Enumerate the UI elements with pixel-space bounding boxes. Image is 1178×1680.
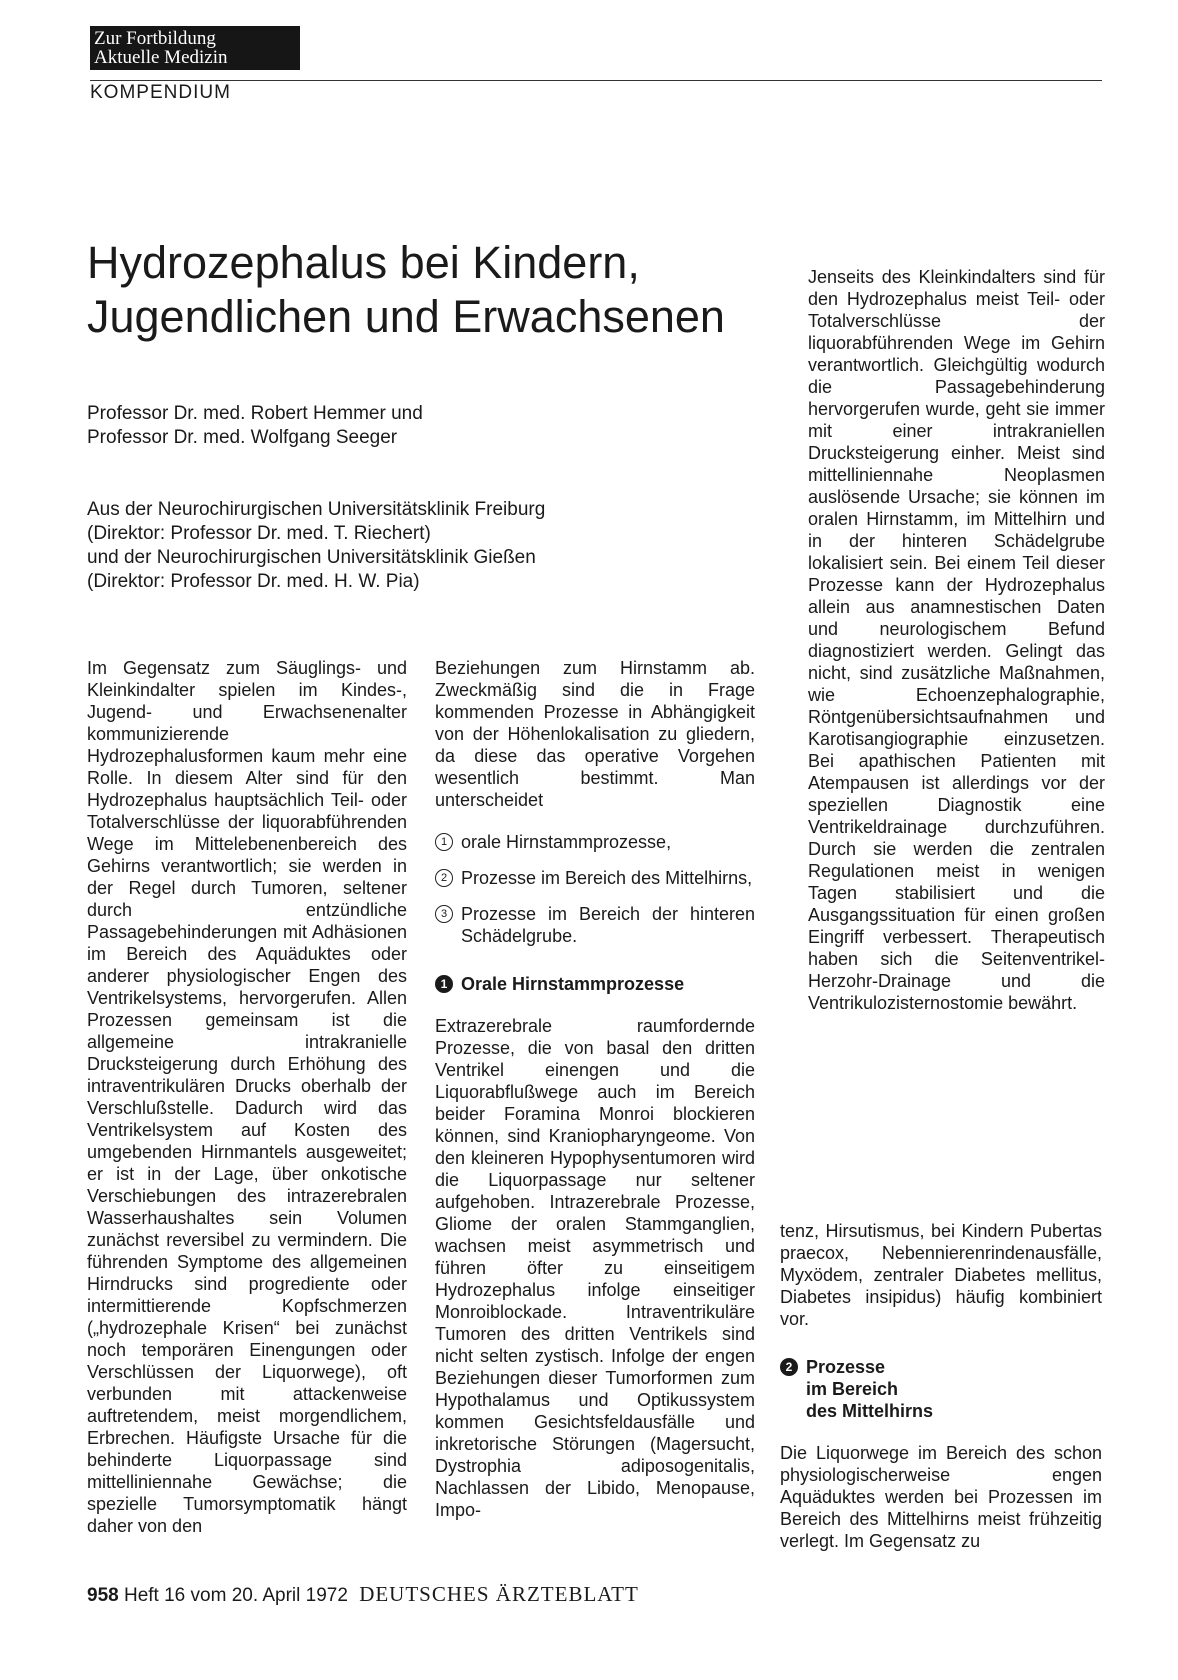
page-number: 958 (87, 1585, 119, 1606)
title-line-1: Hydrozephalus bei Kindern, (87, 237, 640, 288)
subheading-line-3: des Mittelhirns (806, 1401, 934, 1421)
list-item (435, 903, 755, 947)
section-number-badge: 2 (780, 1358, 798, 1376)
list-item (435, 867, 755, 889)
author-2: Professor Dr. med. Wolfgang Seeger (87, 427, 398, 448)
column-3-body: Die Liquorwege im Bereich des schon physiologischerweise engen Aquäduktes werden bei Prozessen im Bereich des Mittelhirns meist frühzeitig verlegt. Im Gegensatz zu (780, 1443, 1102, 1551)
rubric-line-1: Zur Fortbildung (94, 28, 216, 49)
column-2 (435, 657, 755, 1521)
subheading-oral (435, 973, 755, 995)
list-item-text: Prozesse im Bereich der hinteren Schädelgrube. (461, 904, 755, 946)
page-footer (87, 1582, 639, 1607)
rubric-line-2: Aktuelle Medizin (94, 47, 228, 68)
column-3-upper (808, 266, 1105, 1014)
title-line-2: Jugendlichen und Erwachsenen (87, 291, 725, 342)
affiliation-line-4: (Direktor: Professor Dr. med. H. W. Pia) (87, 571, 420, 592)
column-2-body: Extrazerebrale raumfordernde Prozesse, die von basal den dritten Ventrikel einengen und die Liquorabflußwege auch im Bereich beider Foramina Monroi blockieren können, sind Kraniopharyngeome. Von den kleineren Hypophysentumoren wird die Liquorpassage nur seltener aufgehoben. Intrazerebrale Prozesse, Gliome der oralen Stammganglien, wachsen meist asymmetrisch und führen öfter zu einseitigem Hydrozephalus infolge einseitiger Monroiblockade. Intraventrikuläre Tumoren des dritten Ventrikels sind nicht selten zystisch. Infolge der engen Beziehungen dieser Tumorformen zum Hypothalamus und Optikussystem kommen Gesichtsfeldausfälle und inkretorische Störungen (Magersucht, Dystrophia adiposogenitalis, Nachlassen der Libido, Menopause, Impo- (435, 1016, 755, 1520)
rubric-box (90, 26, 300, 70)
affiliation-line-3: und der Neurochirurgischen Universitätsklinik Gießen (87, 547, 536, 568)
circled-number: 3 (435, 905, 453, 923)
header-divider (90, 80, 1102, 81)
subheading-text: Orale Hirnstammprozesse (461, 974, 685, 994)
circled-number: 1 (435, 833, 453, 851)
issue-info: Heft 16 vom 20. April 1972 (123, 1585, 348, 1606)
column-1-text: Im Gegensatz zum Säuglings- und Kleinkindalter spielen im Kindes-, Jugend- und Erwachsenenalter kommunizierende Hydrozephalusformen kaum mehr eine Rolle. In diesem Alter sind für den Hydrozephalus hauptsächlich Teil- oder Totalverschlüsse der liquorabführenden Wege im Mittelebenenbereich des Gehirns verantwortlich; sie werden in der Regel durch Tumoren, seltener durch entzündliche Passagebehinderungen mit Adhäsionen im Bereich des Aquäduktes oder anderer physiologischer Engen des Ventrikelsystems, hervorgerufen. Allen Prozessen gemeinsam ist die allgemeine intrakranielle Drucksteigerung durch Erhöhung des intraventrikulären Drucks oberhalb der Verschlußstelle. Dadurch wird das Ventrikelsystem auf Kosten des umgebenden Hirnmantels ausgeweitet; er ist in der Lage, über onkotische Verschiebungen des intrazerebralen Wasserhaushaltes sein Volumen zunächst reversibel zu vermindern. Die führenden Symptome des allgemeinen Hirndrucks sind progrediente oder intermittierende Kopfschmerzen („hydrozephale Krisen“ bei zunächst noch temporären Einengungen oder Verschlüssen der Liquorwege), oft verbunden mit attackenweise auftretendem, meist morgendlichem, Erbrechen. Häufigste Ursache für die behinderte Liquorpassage sind mittelliniennahe Gewächse; die spezielle Tumorsymptomatik hängt daher von den (87, 658, 407, 1536)
affiliation-line-1: Aus der Neurochirurgischen Universitätsklinik Freiburg (87, 499, 546, 520)
subheading-mittelhirn (780, 1356, 1102, 1422)
circled-number: 2 (435, 869, 453, 887)
journal-name: DEUTSCHES ÄRZTEBLATT (359, 1582, 639, 1606)
section-number-badge: 1 (435, 975, 453, 993)
column-3-lower (780, 1220, 1102, 1552)
author-1: Professor Dr. med. Robert Hemmer und (87, 403, 423, 424)
column-3-lower-text: tenz, Hirsutismus, bei Kindern Pubertas praecox, Nebennierenrindenausfälle, Myxödem, zentraler Diabetes mellitus, Diabetes insipidus) häufig kombiniert vor. (780, 1221, 1102, 1329)
affiliation-line-2: (Direktor: Professor Dr. med. T. Riechert) (87, 523, 431, 544)
subheading-line-1: Prozesse (806, 1357, 886, 1377)
article-title (87, 236, 787, 344)
column-3-upper-text: Jenseits des Kleinkindalters sind für den Hydrozephalus meist Teil- oder Totalverschlüsse der liquorabführenden Wege im Gehirn verantwortlich. Gleichgültig wodurch die Passagebehinderung hervorgerufen wurde, geht sie immer mit einer intrakraniellen Drucksteigerung einher. Meist sind mittelliniennahe Neoplasmen auslösende Ursache; sie können im oralen Hirnstamm, im Mittelhirn und in der hinteren Schädelgrube lokalisiert sein. Bei einem Teil dieser Prozesse kann der Hydrozephalus allein aus anamnestischen Daten und neurologischem Befund diagnostiziert werden. Gelingt das nicht, sind zusätzliche Maßnahmen, wie Echoenzephalographie, Röntgenübersichtsaufnahmen und Karotisangiographie einzusetzen. Bei apathischen Patienten mit Atempausen ist allerdings vor der speziellen Diagnostik eine Ventrikeldrainage durchzuführen. Durch sie werden die zentralen Regulationen meist in wenigen Tagen stabilisiert und die Ausgangssituation für einen großen Eingriff verbessert. Therapeutisch haben sich die Seitenventrikel-Herzohr-Drainage und die Ventrikulozisternostomie bewährt. (808, 267, 1105, 1013)
list-item-text: Prozesse im Bereich des Mittelhirns, (461, 868, 753, 888)
subheading-text (806, 1356, 933, 1422)
list-item (435, 831, 755, 853)
affiliation-block (87, 498, 545, 594)
list-item-text: orale Hirnstammprozesse, (461, 832, 672, 852)
author-block (87, 402, 423, 450)
subheading-line-2: im Bereich (806, 1379, 899, 1399)
column-1 (87, 657, 407, 1537)
section-label: KOMPENDIUM (90, 82, 231, 103)
column-2-intro: Beziehungen zum Hirnstamm ab. Zweckmäßig sind die in Frage kommenden Prozesse in Abhängigkeit von der Höhenlokalisation zu gliedern, da diese das operative Vorgehen wesentlich bestimmt. Man unterscheidet (435, 658, 755, 810)
